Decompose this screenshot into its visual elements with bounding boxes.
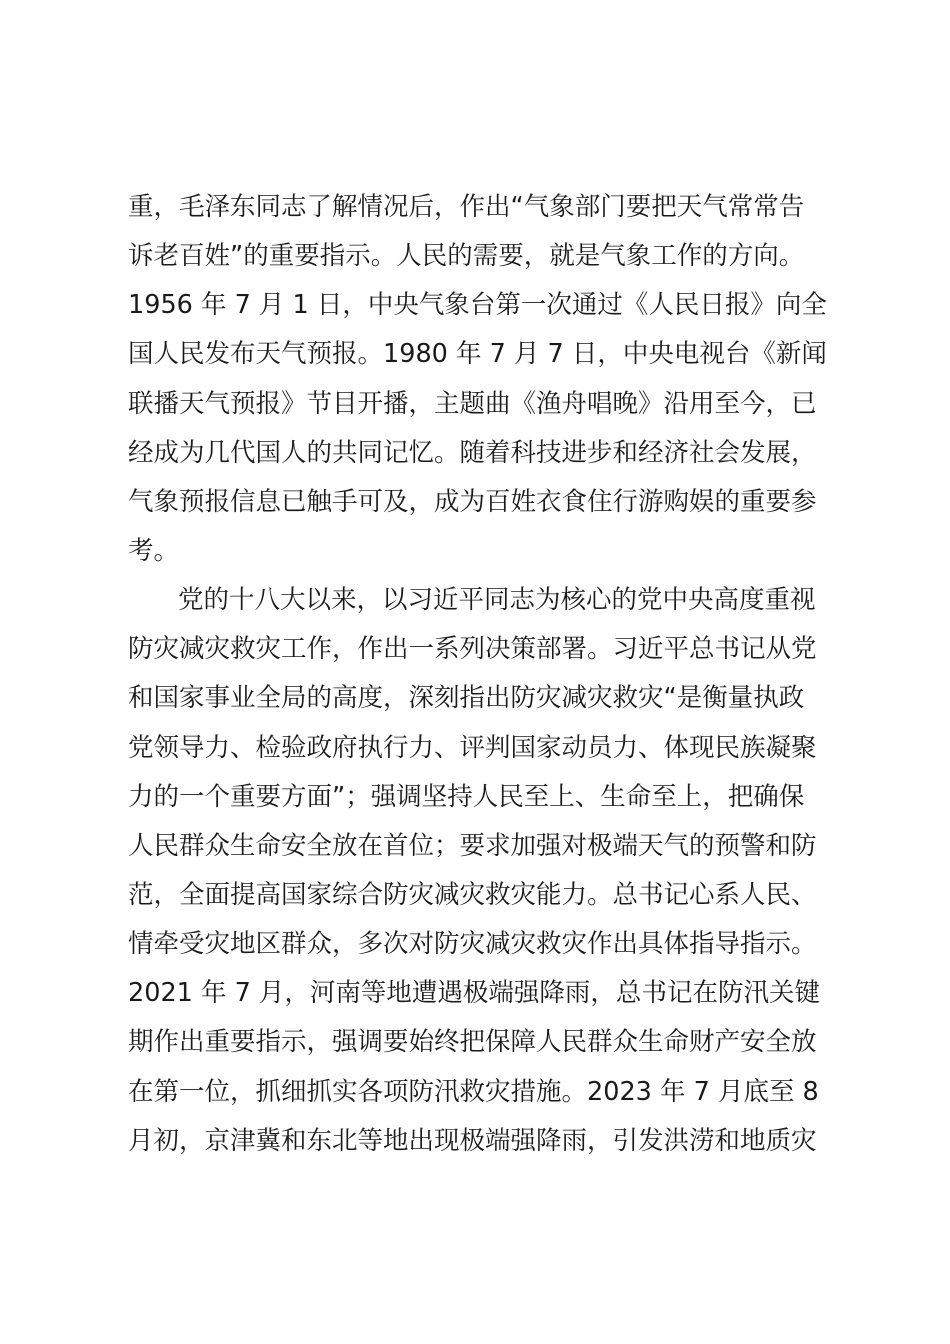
text-line: 重，毛泽东同志了解情况后，作出“气象部门要把天气常常告 xyxy=(128,192,805,222)
text-line: 1956 年 7 月 1 日，中央气象台第一次通过《人民日报》向全 xyxy=(128,290,827,321)
text-line: 力的一个重要方面”；强调坚持人民至上、生命至上，把确保 xyxy=(128,781,805,812)
text-line: 范，全面提高国家综合防灾减灾救灾能力。总书记心系人民、 xyxy=(128,879,817,910)
text-line: 气象预报信息已触手可及，成为百姓衣食住行游购娱的重要参 xyxy=(128,486,817,517)
text-line: 考。 xyxy=(128,535,180,566)
text-line: 期作出重要指示，强调要始终把保障人民群众生命财产安全放 xyxy=(128,1027,817,1058)
text-line: 经成为几代国人的共同记忆。随着科技进步和经济社会发展， xyxy=(128,437,817,468)
text-line: 诉老百姓”的重要指示。人民的需要，就是气象工作的方向。 xyxy=(128,241,805,272)
text-line: 月初，京津冀和东北等地出现极端强降雨，引发洪涝和地质灾 xyxy=(128,1125,817,1156)
text-line: 党领导力、检验政府执行力、评判国家动员力、体现民族凝聚 xyxy=(128,732,817,763)
paragraph-first-line: 党的十八大以来，以习近平同志为核心的党中央高度重视 xyxy=(178,585,816,616)
text-line: 情牵受灾地区群众，多次对防灾减灾救灾作出具体指导指示。 xyxy=(128,929,817,960)
text-line: 国人民发布天气预报。1980 年 7 月 7 日，中央电视台《新闻 xyxy=(128,339,827,370)
body-text xyxy=(128,183,833,1166)
text-line: 2021 年 7 月，河南等地遭遇极端强降雨，总书记在防汛关键 xyxy=(128,978,820,1009)
text-line: 和国家事业全局的高度，深刻指出防灾减灾救灾“是衡量执政 xyxy=(128,683,805,714)
text-line: 防灾减灾救灾工作，作出一系列决策部署。习近平总书记从党 xyxy=(128,634,817,665)
text-line: 联播天气预报》节目开播，主题曲《渔舟唱晚》沿用至今，已 xyxy=(128,388,817,419)
text-line: 在第一位，抓细抓实各项防汛救灾措施。2023 年 7 月底至 8 xyxy=(128,1076,819,1107)
text-line: 人民群众生命安全放在首位；要求加强对极端天气的预警和防 xyxy=(128,830,817,861)
